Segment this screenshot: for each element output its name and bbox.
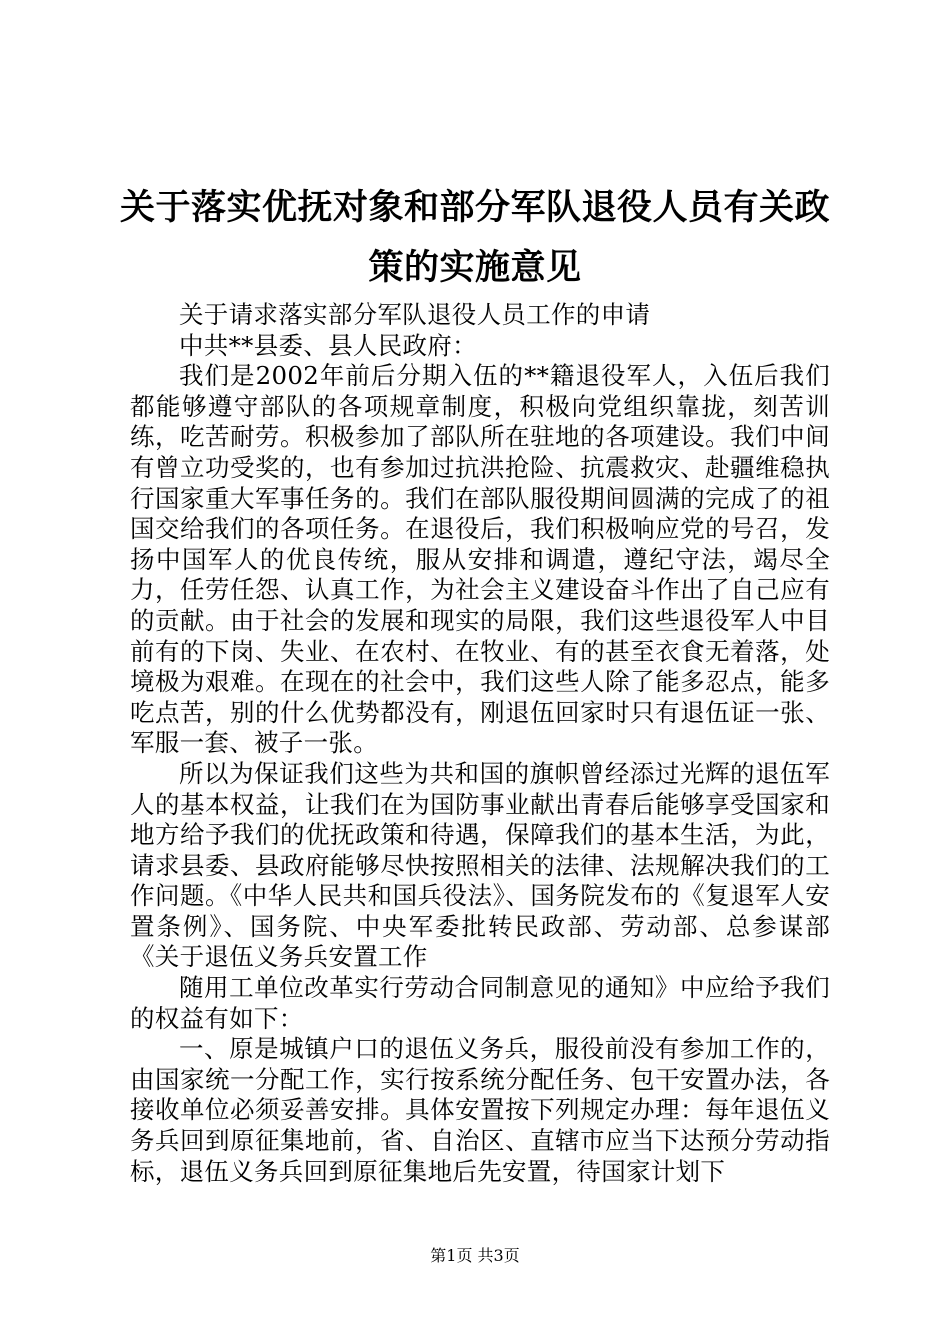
paragraph-recipient: 中共**县委、县人民政府： — [179, 330, 477, 360]
document-body — [130, 300, 830, 1187]
paragraph-request: 所以为保证我们这些为共和国的旗帜曾经添过光辉的退伍军人的基本权益，让我们在为国防事业献出青春后能够享受国家和地方给予我们的优抚政策和待遇，保障我们的基本生活，为此，请求县委、县政府能够尽快按照相关的法律、法规解决我们的工作问题。《中华人民共和国兵役法》、国务院发布的《复退军人安置条例》、国务院、中央军委批转民政部、劳动部、总参谋部《关于退伍义务兵安置工作 — [130, 758, 830, 972]
document-title-line-1: 关于落实优抚对象和部分军队退役人员有关政 — [119, 187, 830, 228]
document-title-line-2: 策的实施意见 — [368, 247, 582, 288]
paragraph-rights-intro: 随用工单位改革实行劳动合同制意见的通知》中应给予我们的权益有如下： — [130, 973, 830, 1033]
paragraph-item-one: 一、原是城镇户口的退伍义务兵，服役前没有参加工作的，由国家统一分配工作，实行按系统分配任务、包干安置办法，各接收单位必须妥善安排。具体安置按下列规定办理：每年退伍义务兵回到原征集地前，省、自治区、直辖市应当下达预分劳动指标，退伍义务兵回到原征集地后先安置，待国家计划下 — [130, 1034, 830, 1186]
page-number-footer: 第1页 共3页 — [430, 1246, 520, 1265]
paragraph-subject: 关于请求落实部分军队退役人员工作的申请 — [179, 300, 651, 329]
paragraph-intro: 我们是2002年前后分期入伍的**籍退役军人，入伍后我们都能够遵守部队的各项规章制度，积极向党组织靠拢，刻苦训练，吃苦耐劳。积极参加了部队所在驻地的各项建设。我们中间有曾立功受奖的，也有参加过抗洪抢险、抗震救灾、赴疆维稳执行国家重大军事任务的。我们在部队服役期间圆满的完成了的祖国交给我们的各项任务。在退役后，我们积极响应党的号召，发扬中国军人的优良传统，服从安排和调遣，遵纪守法，竭尽全力，任劳任怨、认真工作，为社会主义建设奋斗作出了自己应有的贡献。由于社会的发展和现实的局限，我们这些退役军人中目前有的下岗、失业、在农村、在牧业、有的甚至衣食无着落，处境极为艰难。在现在的社会中，我们这些人除了能多忍点，能多吃点苦，别的什么优势都没有，刚退伍回家时只有退伍证一张、军服一套、被子一张。 — [130, 361, 830, 758]
